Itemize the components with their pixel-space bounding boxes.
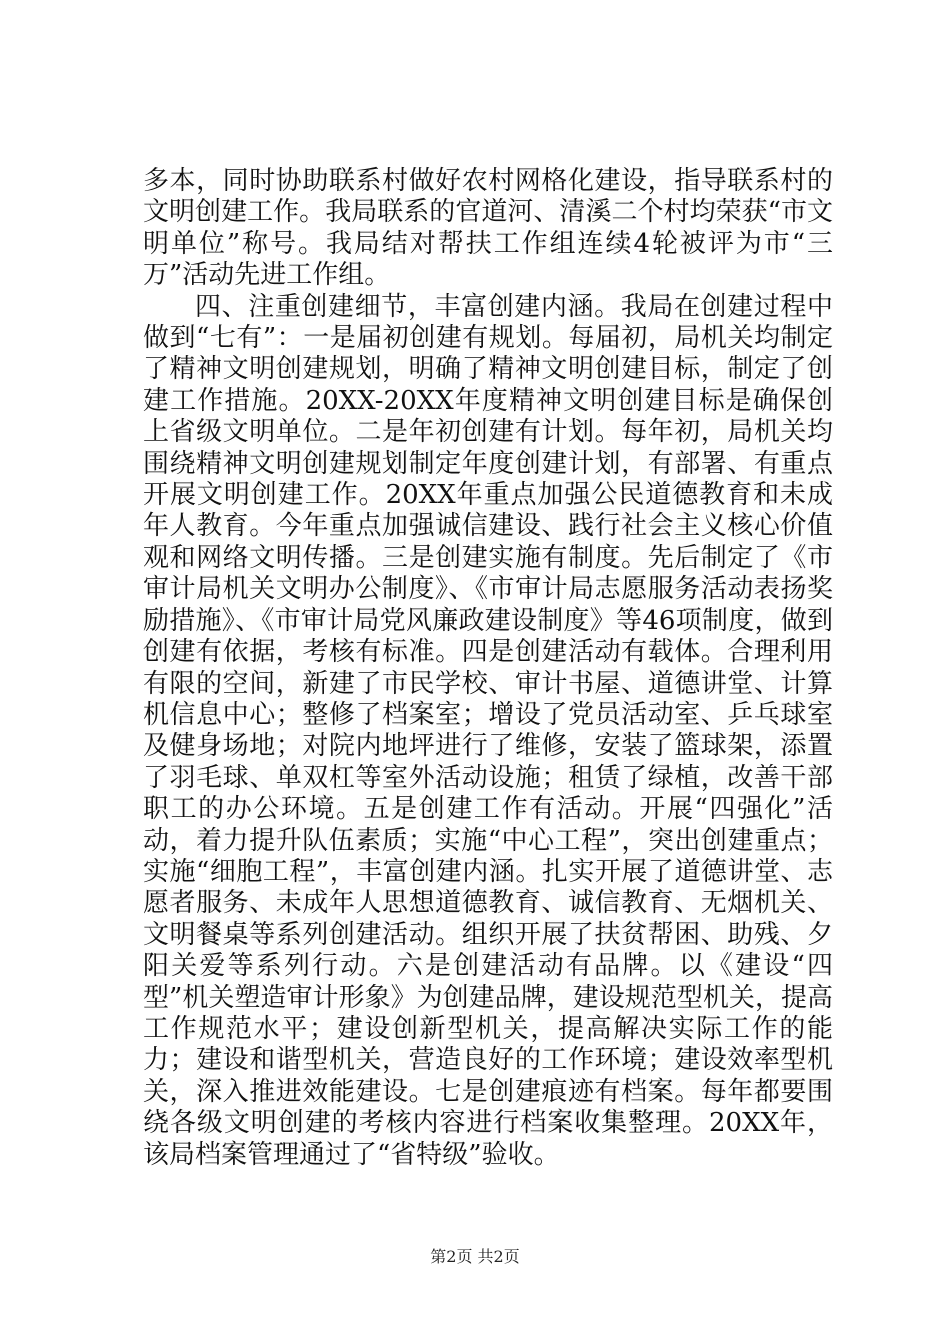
paragraph-section-four: 四、注重创建细节，丰富创建内涵。我局在创建过程中做到“七有”：一是届初创建有规划。每届初，局机关均制定了精神文明创建规划，明确了精神文明创建目标，制定了创建工作措施。20XX-20XX年度精神文明创建目标是确保创上省级文明单位。二是年初创建有计划。每年初，局机关均围绕精神文明创建规划制定年度创建计划，有部署、有重点开展文明创建工作。20XX年重点加强公民道德教育和未成年人教育。今年重点加强诚信建设、践行社会主义核心价值观和网络文明传播。三是创建实施有制度。先后制定了《市审计局机关文明办公制度》、《市审计局志愿服务活动表扬奖励措施》、《市审计局党风廉政建设制度》等46项制度，做到创建有依据，考核有标准。四是创建活动有载体。合理利用有限的空间，新建了市民学校、审计书屋、道德讲堂、计算机信息中心；整修了档案室；增设了党员活动室、乒乓球室及健身场地；对院内地坪进行了维修，安装了篮球架，添置了羽毛球、单双杠等室外活动设施；租赁了绿植，改善干部职工的办公环境。五是创建工作有活动。开展“四强化”活动，着力提升队伍素质；实施“中心工程”，突出创建重点；实施“细胞工程”，丰富创建内涵。扎实开展了道德讲堂、志愿者服务、未成年人思想道德教育、诚信教育、无烟机关、文明餐桌等系列创建活动。组织开展了扶贫帮困、助残、夕阳关爱等系列行动。六是创建活动有品牌。以《建设“四型”机关塑造审计形象》为创建品牌，建设规范型机关，提高工作规范水平；建设创新型机关，提高解决实际工作的能力；建设和谐型机关，营造良好的工作环境；建设效率型机关，深入推进效能建设。七是创建痕迹有档案。每年都要围绕各级文明创建的考核内容进行档案收集整理。20XX年，该局档案管理通过了“省特级”验收。 bbox=[143, 291, 833, 1170]
paragraph-continuation: 多本，同时协助联系村做好农村网格化建设，指导联系村的文明创建工作。我局联系的官道河、清溪二个村均荣获“市文明单位”称号。我局结对帮扶工作组连续4轮被评为市“三万”活动先进工作组。 bbox=[143, 166, 833, 291]
document-body bbox=[143, 166, 833, 1171]
page-footer: 第2页 共2页 bbox=[430, 1247, 520, 1266]
